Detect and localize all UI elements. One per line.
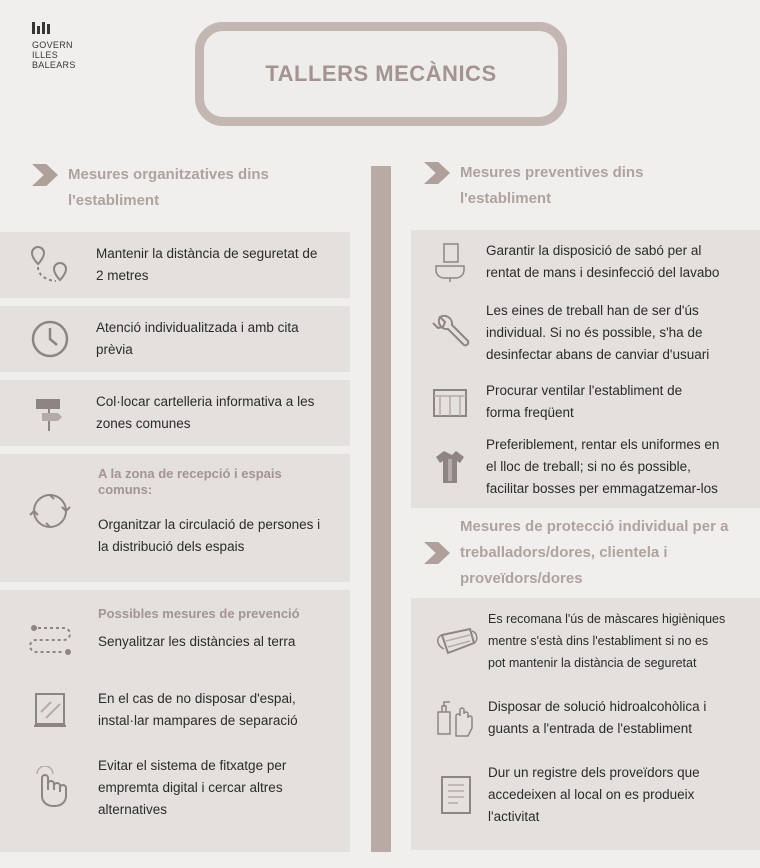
prevention-screens xyxy=(24,684,298,736)
left-heading-line-1: Mesures organitzatives dins xyxy=(68,166,269,183)
right-mask-line-3: pot mantenir la distància de seguretat xyxy=(488,656,697,670)
dotted-path-icon xyxy=(24,616,76,668)
card-signage-line-2: zones comunes xyxy=(96,416,191,431)
prevention-screens-line-1: En el cas de no disposar d'espai, xyxy=(98,691,296,706)
card-appointment-line-1: Atenció individualitzada i amb cita xyxy=(96,320,299,335)
map-pin-route-icon xyxy=(24,239,76,291)
right-sanitizer-line-2: guants a l'entrada de l'establiment xyxy=(488,721,693,736)
chevron-right-icon xyxy=(424,542,450,564)
reception-subhead-line-1: A la zona de recepció i espais xyxy=(98,466,282,481)
govern-illes-balears-logo xyxy=(32,22,112,70)
sink-icon xyxy=(424,236,476,288)
right-heading-line-2: l'establiment xyxy=(460,190,552,207)
right-heading2-line-2: treballadors/dores, clientela i xyxy=(460,544,668,561)
prevention-fingerprint-line-2: empremta digital i cercar altres xyxy=(98,780,283,795)
right-section-heading xyxy=(424,160,643,212)
right-mask-line-1: Es recomana l'ús de màscares higièniques xyxy=(488,612,726,626)
prevention-fingerprint-line-3: alternatives xyxy=(98,802,168,817)
right-item-ventilate xyxy=(424,376,682,428)
right-item-sanitizer xyxy=(430,692,706,744)
window-icon xyxy=(424,376,476,428)
right-sanitizer-line-1: Disposar de solució hidroalcohòlica i xyxy=(488,699,707,714)
left-heading-line-2: l'establiment xyxy=(68,192,160,209)
right-register-line-3: l'activitat xyxy=(488,809,540,824)
card-appointment xyxy=(0,306,350,372)
card-appointment-line-2: prèvia xyxy=(96,342,133,357)
column-divider xyxy=(371,166,391,852)
prevention-floor-text: Senyalitzar les distàncies al terra xyxy=(98,634,296,649)
title-box xyxy=(195,22,567,126)
sanitizer-gloves-icon xyxy=(430,692,482,744)
reception-line-2: la distribució dels espais xyxy=(98,539,245,554)
face-mask-icon xyxy=(430,615,482,667)
right-register-line-1: Dur un registre dels proveïdors que xyxy=(488,765,700,780)
page-title: TALLERS MECÀNICS xyxy=(265,61,497,86)
card-signage xyxy=(0,380,350,446)
right-soap-line-2: rentat de mans i desinfecció del lavabo xyxy=(486,265,720,280)
prevention-subhead: Possibles mesures de prevenció xyxy=(98,606,300,621)
logo-line-2: ILLES xyxy=(32,50,59,60)
reception-subhead xyxy=(98,466,282,498)
right-uniforms-line-2: el lloc de treball; si no és possible, xyxy=(486,459,691,474)
right-heading2-line-1: Mesures de protecció individual per a xyxy=(460,518,729,535)
prevention-fingerprint-line-1: Evitar el sistema de fitxatge per xyxy=(98,758,287,773)
signpost-icon xyxy=(24,387,76,439)
right-tools-line-3: desinfectar abans de canviar d'usuari xyxy=(486,347,710,362)
document-register-icon xyxy=(430,769,482,821)
right-register-line-2: accedeixen al local on es produeix xyxy=(488,787,695,802)
right-item-mask xyxy=(430,608,725,674)
chevron-right-icon xyxy=(424,162,450,184)
right-ventilate-line-1: Procurar ventilar l'establiment de xyxy=(486,383,683,398)
right-soap-line-1: Garantir la disposició de sabó per al xyxy=(486,243,702,258)
finger-touch-icon xyxy=(24,762,76,814)
right-heading-line-1: Mesures preventives dins xyxy=(460,164,644,181)
right-uniforms-line-1: Preferiblement, rentar els uniformes en xyxy=(486,437,720,452)
card-distance-line-1: Mantenir la distància de seguretat de xyxy=(96,246,318,261)
right-tools-line-1: Les eines de treball han de ser d'ús xyxy=(486,303,699,318)
chevron-right-icon xyxy=(32,164,58,186)
logo-line-1: GOVERN xyxy=(32,40,73,50)
right-mask-line-2: mentre s'està dins l'establiment si no es xyxy=(488,634,709,648)
card-distance-line-2: 2 metres xyxy=(96,268,149,283)
logo-line-3: BALEARS xyxy=(32,60,76,70)
uniform-icon xyxy=(424,441,476,493)
reception-subhead-line-2: comuns: xyxy=(98,482,153,497)
right-item-soap xyxy=(424,236,719,288)
right-ventilate-line-2: forma freqüent xyxy=(486,405,574,420)
clock-icon xyxy=(24,313,76,365)
prevention-fingerprint xyxy=(24,755,286,821)
right-tools-line-2: individual. Si no és possible, s'ha de xyxy=(486,325,703,340)
right-section-heading-2 xyxy=(424,514,728,592)
right-heading2-line-3: proveïdors/dores xyxy=(460,570,583,587)
wrench-icon xyxy=(424,307,476,359)
right-item-tools xyxy=(424,300,709,366)
prevention-screens-line-2: instal·lar mampares de separació xyxy=(98,713,298,728)
left-section-heading xyxy=(32,162,269,214)
card-distance xyxy=(0,232,350,298)
reception-text xyxy=(98,514,320,558)
right-item-register xyxy=(430,762,700,828)
right-item-uniforms xyxy=(424,434,719,500)
card-signage-line-1: Col·locar cartelleria informativa a les xyxy=(96,394,315,409)
reception-line-1: Organitzar la circulació de persones i xyxy=(98,517,321,532)
logo-mark-icon xyxy=(32,22,112,34)
circular-arrows-icon xyxy=(24,485,76,537)
glass-panel-icon xyxy=(24,684,76,736)
prevention-floor-marking xyxy=(24,616,295,668)
right-uniforms-line-3: facilitar bosses per emmagatzemar-los xyxy=(486,481,718,496)
